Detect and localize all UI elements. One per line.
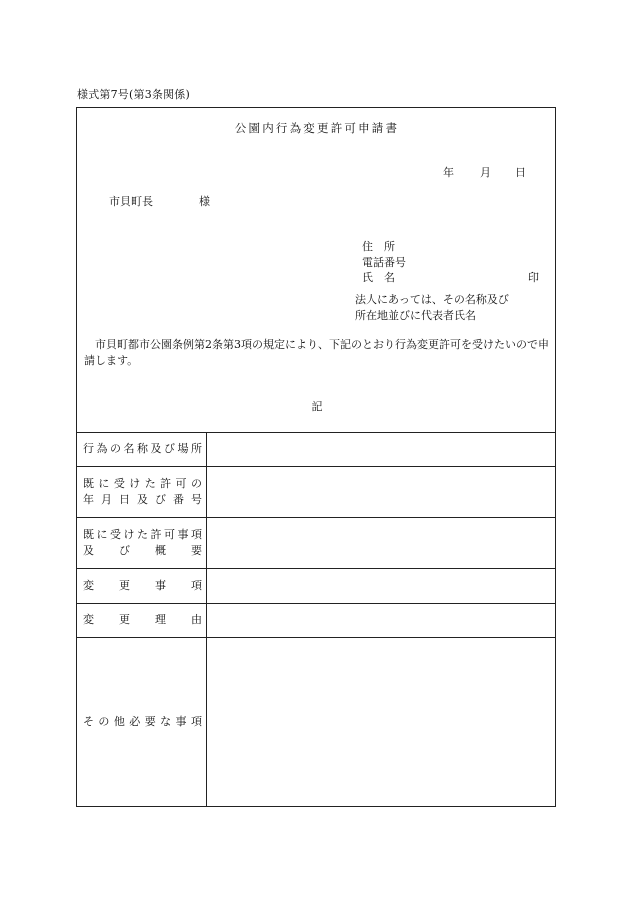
- row-label-char: 項: [191, 578, 202, 592]
- row-label-char: 年: [83, 492, 94, 506]
- row-label-char: 更: [119, 578, 130, 592]
- row-label-char: 既: [83, 476, 94, 490]
- application-form: [76, 107, 556, 807]
- row-label-char: け: [129, 476, 141, 490]
- row-label-line: [83, 492, 202, 508]
- row-value-field[interactable]: [212, 474, 547, 509]
- row-value-field[interactable]: [212, 611, 547, 629]
- row-label-char: 受: [113, 476, 125, 490]
- ki-heading: 記: [311, 400, 323, 413]
- row-label-char: 及: [137, 492, 148, 506]
- row-label-char: 許: [150, 527, 162, 541]
- row-label-char: 行: [83, 442, 94, 455]
- row-label-char: 番: [173, 492, 184, 506]
- row-label-char: け: [123, 527, 135, 541]
- row-label-line: [83, 612, 202, 628]
- row-label-char: 既: [83, 527, 94, 541]
- row-label: [83, 714, 202, 730]
- row-divider: [77, 466, 555, 467]
- applicant-name-label: 氏 名: [362, 271, 395, 284]
- row-label-char: 必: [129, 715, 141, 728]
- row-label-char: び: [164, 442, 175, 455]
- row-label-line: [83, 578, 202, 594]
- row-label-char: 事: [175, 715, 187, 728]
- row-label-line: [83, 476, 202, 492]
- addressee: [109, 193, 210, 209]
- seal-mark: 印: [528, 271, 539, 284]
- row-label-char: 更: [119, 613, 130, 626]
- form-title: 公園内行為変更許可申請書: [234, 121, 400, 135]
- row-label-line: [83, 543, 202, 559]
- row-label-char: の: [110, 442, 121, 455]
- row-label-char: 可: [175, 476, 187, 490]
- row-label-char: 及: [83, 543, 94, 557]
- row-value-field[interactable]: [212, 525, 547, 560]
- row-value-field[interactable]: [212, 576, 547, 595]
- row-label-char: 由: [191, 613, 202, 626]
- addressee-name: 市貝町長: [109, 195, 153, 208]
- row-label-char: た: [137, 527, 148, 541]
- row-label: [83, 578, 202, 594]
- row-label-char: 号: [191, 492, 202, 506]
- form-number-label: 様式第7号(第3条関係): [77, 88, 190, 101]
- row-label-char: 項: [190, 715, 202, 728]
- row-divider: [77, 603, 555, 604]
- row-label-char: 項: [191, 527, 202, 541]
- row-label-char: 事: [177, 527, 189, 541]
- row-label-line: [83, 527, 202, 543]
- row-label-char: 要: [191, 543, 202, 557]
- corporate-note-line2: 所在地並びに代表者氏名: [355, 309, 476, 322]
- row-label-line: [83, 714, 202, 730]
- row-label-char: 日: [119, 492, 130, 506]
- row-label-char: の: [98, 715, 110, 728]
- row-label-char: な: [160, 715, 172, 728]
- row-label-char: 許: [160, 476, 172, 490]
- row-label-char: 可: [164, 527, 175, 541]
- column-divider: [206, 432, 207, 807]
- row-label-char: 概: [155, 543, 166, 557]
- row-label-char: 及: [150, 442, 162, 455]
- application-statement: 市貝町都市公園条例第2条第3項の規定により、下記のとおり行為変更許可を受けたいので申請します。: [84, 338, 549, 367]
- row-label-char: び: [119, 543, 130, 557]
- row-label-char: に: [96, 527, 108, 541]
- row-label-char: の: [190, 476, 202, 490]
- row-divider: [77, 517, 555, 518]
- row-label-char: 受: [110, 527, 121, 541]
- row-label-char: 月: [101, 492, 112, 506]
- row-label-char: 他: [113, 715, 125, 728]
- row-label-char: 変: [83, 613, 94, 626]
- row-label-line: [83, 441, 202, 457]
- date-day-label: 日: [515, 166, 526, 179]
- row-divider: [77, 637, 555, 638]
- row-label: [83, 476, 202, 508]
- row-label: [83, 441, 202, 457]
- row-label-char: び: [155, 492, 166, 506]
- row-label: [83, 612, 202, 628]
- row-divider: [77, 568, 555, 569]
- row-label: [83, 527, 202, 559]
- applicant-address-label: 住 所: [362, 240, 395, 253]
- date-year-label: 年: [443, 166, 454, 179]
- row-label-char: そ: [83, 715, 94, 728]
- row-label-char: 称: [137, 442, 148, 455]
- row-label-char: 要: [144, 715, 156, 728]
- row-label-char: 事: [155, 578, 166, 592]
- addressee-honorific: 様: [199, 195, 210, 208]
- row-label-char: 名: [123, 442, 135, 455]
- row-label-char: 変: [83, 578, 94, 592]
- date-month-label: 月: [480, 166, 491, 179]
- row-label-char: 所: [191, 442, 202, 455]
- row-value-field[interactable]: [212, 645, 547, 799]
- corporate-note-line1: 法人にあっては、その名称及び: [355, 293, 509, 306]
- applicant-phone-label: 電話番号: [362, 256, 406, 269]
- row-label-char: に: [98, 476, 110, 490]
- row-label-char: た: [144, 476, 156, 490]
- row-label-char: 場: [177, 442, 189, 455]
- row-label-char: 理: [155, 613, 166, 626]
- row-value-field[interactable]: [212, 440, 547, 458]
- row-label-char: 為: [96, 442, 108, 455]
- table-top-border: [77, 432, 555, 433]
